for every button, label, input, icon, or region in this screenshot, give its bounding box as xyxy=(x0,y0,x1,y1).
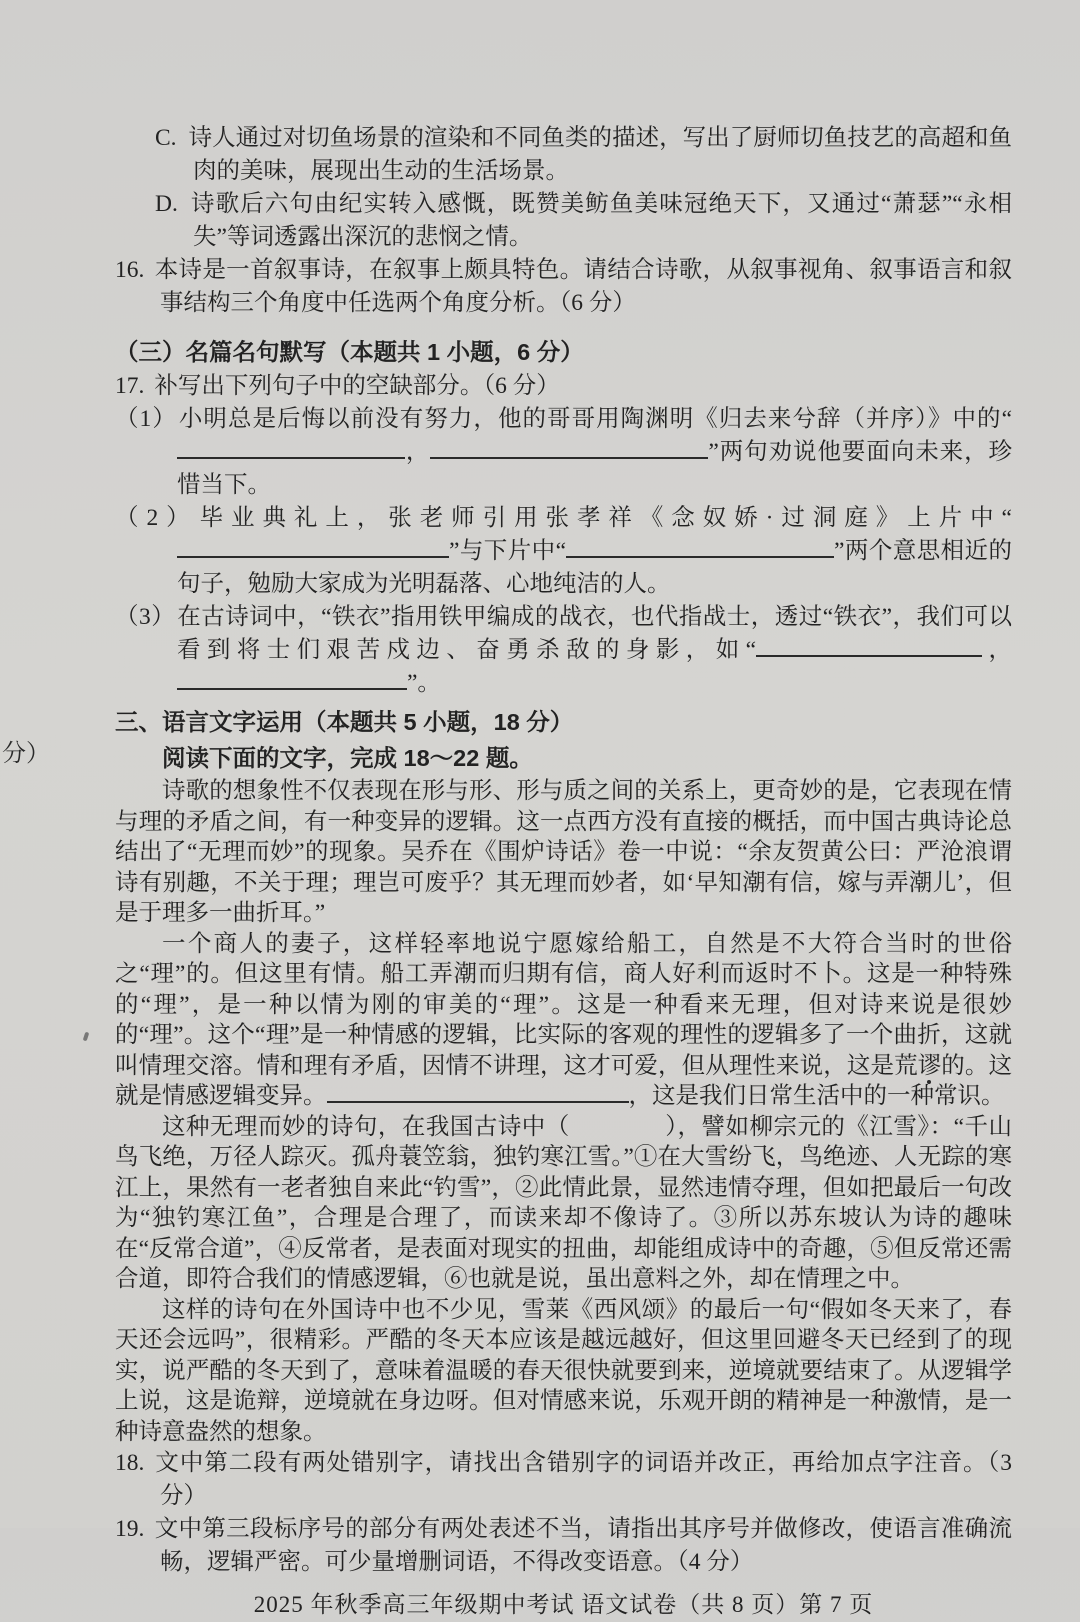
question-17-label: 17. xyxy=(115,373,145,399)
question-19 xyxy=(115,1513,1012,1579)
blank-item-1-text: ， xyxy=(405,439,431,465)
blank-item-3-text: ”。 xyxy=(407,670,441,696)
passage-paragraph-2 xyxy=(115,929,1012,1112)
blank-item-2-text: 毕业典礼上，张老师引用张孝祥《念奴娇·过洞庭》上片中“ xyxy=(199,505,1012,531)
question-16 xyxy=(115,254,1012,320)
choice-option-c-text: 诗人通过对切鱼场景的渲染和不同鱼类的描述，写出了厨师切鱼技艺的高超和鱼肉的美味，展现出生动的生活场景。 xyxy=(188,125,1012,184)
scan-speckle xyxy=(83,1032,90,1042)
answer-blank xyxy=(177,536,449,558)
passage-paragraph-2-text: 的。这就是情感逻辑变异。 xyxy=(115,1052,1013,1109)
reading-instruction xyxy=(115,740,1012,776)
question-19-text: 文中第三段标序号的部分有两处表述不当，请指出其序号并做修改，使语言准确流畅，逻辑严密。可少量增删词语，不得改变语意。（4 分） xyxy=(154,1516,1012,1575)
adjacent-page-fragment: 分） xyxy=(2,741,50,767)
question-18 xyxy=(115,1447,1012,1513)
choice-option-c-label: C. xyxy=(155,125,177,151)
section-header-moxie-text: （三）名篇名句默写（本题共 1 小题，6 分） xyxy=(115,339,584,365)
blank-item-1-text: 小明总是后悔以前没有努力，他的哥哥用陶渊明《归去来兮辞（并序）》中的“ xyxy=(178,406,1013,432)
choice-option-c xyxy=(115,122,1012,188)
inline-gap xyxy=(570,1133,665,1134)
passage-paragraph-3 xyxy=(115,1112,1012,1295)
blank-item-1 xyxy=(115,403,1012,502)
blank-item-3-text: 在古诗词中，“铁衣”指用铁甲编成的战衣，也代指战士，透过“铁衣”，我们可以看到将士们艰苦戍边、奋勇杀敌的身影，如“ xyxy=(177,604,1012,663)
question-19-label: 19. xyxy=(115,1516,145,1542)
passage-paragraph-1 xyxy=(115,776,1012,929)
blank-item-3-text: ， xyxy=(982,637,1013,663)
question-17-text: 补写出下列句子中的空缺部分。（6 分） xyxy=(154,373,560,399)
page-footer: 2025 年秋季高三年级期中考试 语文试卷（共 8 页）第 7 页 xyxy=(253,1592,874,1617)
reading-instruction-text: 阅读下面的文字，完成 18～22 题。 xyxy=(162,745,533,771)
question-16-text: 本诗是一首叙事诗，在叙事上颇具特色。请结合诗歌，从叙事视角、叙事语言和叙事结构三个角度中任选两个角度分析。（6 分） xyxy=(154,257,1012,316)
blank-item-3 xyxy=(115,601,1012,700)
passage-paragraph-3-text: ），譬如柳宗元的《江雪》：“千山鸟飞绝，万径人踪灭。孤舟蓑笠翁，独钓寒江雪。”①在大雪纷飞，鸟绝迹、人无踪的寒江上，果然有一老者独自来此“钓雪”，②此情此景，显然违情夺理，但如把最后一句改为“独钓寒江鱼”，合理是合理了，而读来却不像诗了。③所以苏东坡认为诗的趣味在“反常合道”，④反常者，是表面对现实的扭曲，却能组成诗中的奇趣，⑤但反常还需合道，即符合我们的情感逻辑，⑥也就是说，虽出意料之外，却在情理之中。 xyxy=(115,1113,1012,1292)
blank-item-2-text: ”两个意思相近的句子，勉励大家成为光明磊落、心地纯洁的人。 xyxy=(177,538,1012,597)
blank-item-2-label: （2） xyxy=(115,505,198,531)
blank-item-1-text: ”两句劝说他要面向未来，珍惜当下。 xyxy=(177,439,1013,498)
answer-blank xyxy=(327,1081,629,1103)
answer-blank xyxy=(566,536,834,558)
blank-item-1-label: （1） xyxy=(115,406,177,432)
section-header-moxie xyxy=(115,334,1012,370)
passage-paragraph-4-text: 这样的诗句在外国诗中也不少见，雪莱《西风颂》的最后一句“假如冬天来了，春天还会远吗”，很精彩。严酷的冬天本应该是越远越好，但这里回避冬天已经到了的现实，说严酷的冬天到了，意味着温暖的春天很快就要到来，逆境就要结束了。从逻辑学上说，这是诡辩，逆境就在身边呀。但对情感来说，乐观开朗的精神是一种激情，是一种诗意盎然的想象。 xyxy=(115,1296,1012,1445)
question-17 xyxy=(115,370,1012,403)
choice-option-d-label: D. xyxy=(155,191,178,217)
passage-paragraph-3-text: 这种无理而妙的诗句，在我国古诗中（ xyxy=(162,1113,570,1140)
answer-blank xyxy=(756,635,982,657)
question-16-label: 16. xyxy=(115,257,145,283)
passage-paragraph-4 xyxy=(115,1295,1012,1448)
blank-item-3-label: （3） xyxy=(115,604,176,630)
question-18-label: 18. xyxy=(115,1450,145,1476)
question-18-text: 文中第二段有两处错别字，请找出含错别字的词语并改正，再给加点字注音。（3 分） xyxy=(154,1450,1012,1509)
passage-paragraph-2-text: ，这是我们日常生活中的一种常识。 xyxy=(628,1083,1005,1109)
dotted-character: 谬 xyxy=(917,1052,942,1079)
choice-option-d xyxy=(115,188,1012,254)
answer-blank xyxy=(430,437,708,459)
blank-item-2 xyxy=(115,502,1012,601)
blank-item-2-text: ”与下片中“ xyxy=(449,538,567,564)
choice-option-d-text: 诗歌后六句由纪实转入感慨，既赞美鲂鱼美味冠绝天下，又通过“萧瑟”“永相失”等词透露出深沉的悲悯之情。 xyxy=(189,191,1012,250)
passage-paragraph-2-text: 一个商人的妻子，这样轻率地说宁愿嫁给船工，自然是不大符合当时的世俗之“理”的。但这里有情。船工弄潮而归期有信，商人好利而返时不卜。这是一种特殊的“理”，是一种以情为刚的审美的“理”。这是一种看来无理，但对诗来说是很妙的“理”。这个“理”是一种情感的逻辑，比实际的客观的理性的逻辑多了一个曲折，这就叫情理交溶。情和理有矛盾，因情不讲理，这才可爱，但从理性来说，这是荒 xyxy=(115,930,1012,1079)
passage-paragraph-1-text: 诗歌的想象性不仅表现在形与形、形与质之间的关系上，更奇妙的是，它表现在情与理的矛盾之间，有一种变异的逻辑。这一点西方没有直接的概括，而中国古典诗论总结出了“无理而妙”的现象。吴乔在《围炉诗话》卷一中说：“余友贺黄公曰：严沧浪谓诗有别趣，不关于理；理岂可废乎？其无理而妙者，如‘早知潮有信，嫁与弄潮儿’，但是于理多一曲折耳。” xyxy=(115,778,1012,926)
answer-blank xyxy=(177,437,405,459)
section-header-yuyan xyxy=(115,704,1012,740)
answer-blank xyxy=(177,668,407,690)
exam-text-blocks xyxy=(115,122,1012,1579)
exam-content xyxy=(115,122,1012,1622)
section-header-yuyan-text: 三、语言文字运用（本题共 5 小题，18 分） xyxy=(115,709,574,735)
